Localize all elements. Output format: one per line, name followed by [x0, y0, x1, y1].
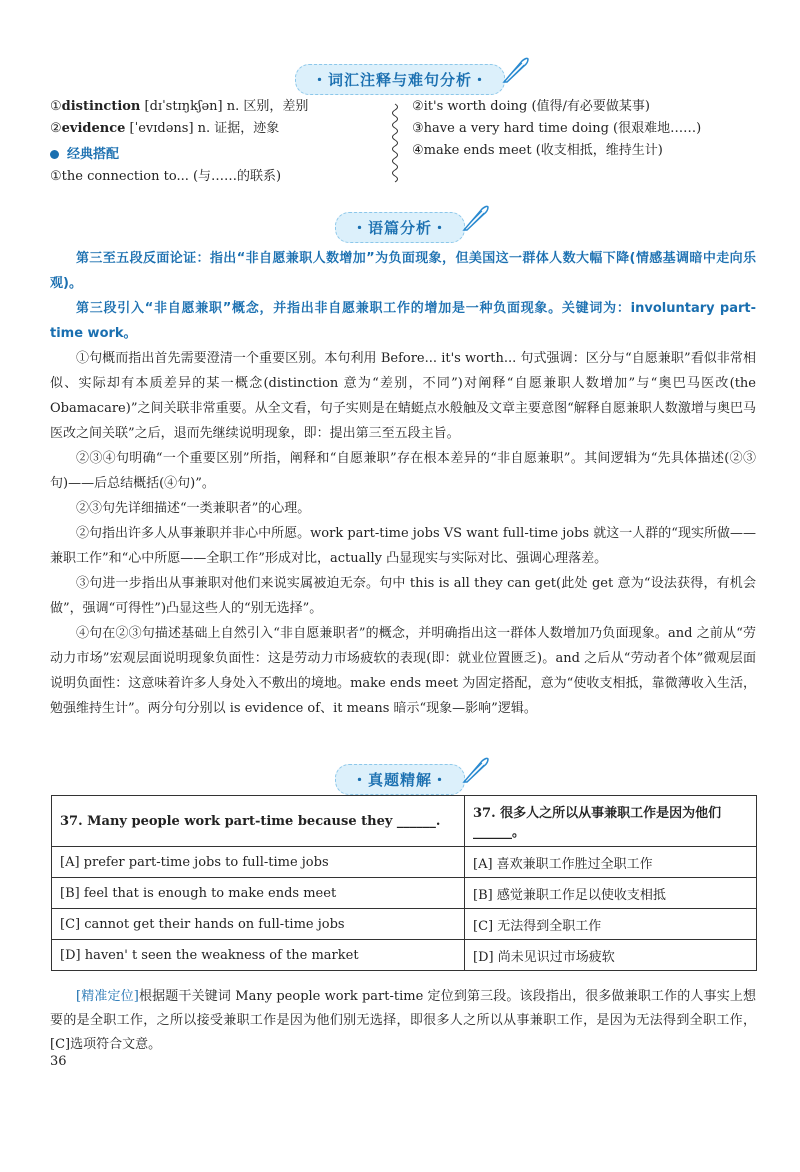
option-zh: [D] 尚未见识过市场疲软 — [465, 940, 757, 971]
question-stem-en: 37. Many people work part-time because they ______. — [52, 796, 465, 847]
vocab-entry: ②evidence [ˈevɪdəns] n. 证据，迹象 — [50, 121, 280, 136]
option-row-a — [52, 847, 757, 878]
analysis-block — [50, 246, 756, 721]
analysis-title-text: ・语篇分析・ — [351, 219, 448, 237]
analysis-paragraph-intro: 第三段引入“非自愿兼职”概念，并指出非自愿兼职工作的增加是一种负面现象。关键词为：involuntary part-time work。 — [50, 301, 756, 341]
option-zh: [C] 无法得到全职工作 — [465, 909, 757, 940]
option-en: [C] cannot get their hands on full-time jobs — [52, 909, 465, 940]
analysis-paragraph: ②③④句明确“一个重要区别”所指，阐释和“自愿兼职”存在根本差异的“非自愿兼职”。其间逻辑为“先具体描述(②③句)——后总结概括(④句)”。 — [50, 451, 756, 491]
quill-icon — [460, 203, 490, 233]
vocab-entry: ④make ends meet (收支相抵，维持生计) — [412, 143, 663, 158]
exam-title-text: ・真题精解・ — [351, 771, 448, 789]
option-zh: [A] 喜欢兼职工作胜过全职工作 — [465, 847, 757, 878]
answer-explanation — [50, 985, 756, 1057]
question-stem-zh: 37. 很多人之所以从事兼职工作是因为他们______。 — [465, 796, 757, 847]
analysis-section-title — [0, 212, 800, 243]
option-row-c — [52, 909, 757, 940]
vocab-entry: ②it's worth doing (值得/有必要做某事) — [412, 99, 650, 114]
option-en: [A] prefer part-time jobs to full-time jobs — [52, 847, 465, 878]
vocab-entry: ①distinction [dɪˈstɪŋkʃən] n. 区别，差别 — [50, 99, 309, 114]
analysis-paragraph: ②句指出许多人从事兼职并非心中所愿。work part-time jobs VS want full-time jobs 就这一人群的“现实所做——兼职工作”和“心中所愿——全职工作”形成对比，actually 凸显现实与实际对比、强调心理落差。 — [50, 526, 756, 566]
page-number: 36 — [50, 1054, 67, 1069]
option-zh: [B] 感觉兼职工作足以使收支相抵 — [465, 878, 757, 909]
spiral-divider-icon — [388, 102, 402, 186]
vocab-title-text: ・词汇注释与难句分析・ — [311, 71, 488, 89]
option-row-d — [52, 940, 757, 971]
analysis-paragraph: ①句概而指出首先需要澄清一个重要区别。本句利用 Before... it's worth... 句式强调：区分与“自愿兼职”看似非常相似、实际却有本质差异的某一概念(distinction 意为“差别，不同”)对阐释“自愿兼职人数增加”与“奥巴马医改(the Obamacare)”之间关联非常重要。从全文看，句子实则是在蜻蜓点水般触及文章主要意图“解释自愿兼职人数激增与奥巴马医改之间关联”之后，退而先继续说明现象，即：提出第三至五段主旨。 — [50, 351, 756, 441]
analysis-paragraph: ②③句先详细描述“一类兼职者”的心理。 — [76, 501, 311, 516]
option-en: [B] feel that is enough to make ends meet — [52, 878, 465, 909]
analysis-summary: 第三至五段反面论证：指出“非自愿兼职人数增加”为负面现象，但美国这一群体人数大幅下降(情感基调暗中走向乐观)。 — [50, 251, 756, 291]
question-stem-row — [52, 796, 757, 847]
quill-icon — [500, 55, 530, 85]
collocation-heading: 经典搭配 — [50, 144, 380, 166]
collocation-entry: ①the connection to... (与……的联系) — [50, 169, 282, 184]
bullet-icon — [50, 150, 59, 159]
vocab-section-title — [0, 64, 800, 95]
vocab-entry: ③have a very hard time doing (很艰难地……) — [412, 121, 702, 136]
answer-text: 根据题干关键词 Many people work part-time 定位到第三段。该段指出，很多做兼职工作的人事实上想要的是全职工作，之所以接受兼职工作是因为他们别无选择，即很多人之所以从事兼职工作，是因为无法得到全职工作，[C]选项符合文意。 — [50, 989, 756, 1052]
exam-section-title — [0, 764, 800, 795]
option-row-b — [52, 878, 757, 909]
quill-icon — [460, 755, 490, 785]
analysis-paragraph: ④句在②③句描述基础上自然引入“非自愿兼职者”的概念，并明确指出这一群体人数增加乃负面现象。and 之前从“劳动力市场”宏观层面说明现象负面性：这是劳动力市场疲软的表现(即：就业位置匮乏)。and 之后从“劳动者个体”微观层面说明负面性：这意味着许多人身处入不敷出的境地。make ends meet 为固定搭配，意为“使收支相抵，靠微薄收入生活，勉强维持生计”。两分句分别以 is evidence of、it means 暗示“现象—影响”逻辑。 — [50, 626, 756, 716]
analysis-paragraph: ③句进一步指出从事兼职对他们来说实属被迫无奈。句中 this is all they can get(此处 get 意为“设法获得，有机会做”，强调“可得性”)凸显这些人的“别无选择”。 — [50, 576, 756, 616]
question-table — [51, 795, 757, 971]
option-en: [D] haven' t seen the weakness of the market — [52, 940, 465, 971]
answer-tag: [精准定位] — [76, 989, 139, 1004]
vocab-right-column — [412, 96, 752, 162]
vocab-left-column — [50, 96, 380, 188]
